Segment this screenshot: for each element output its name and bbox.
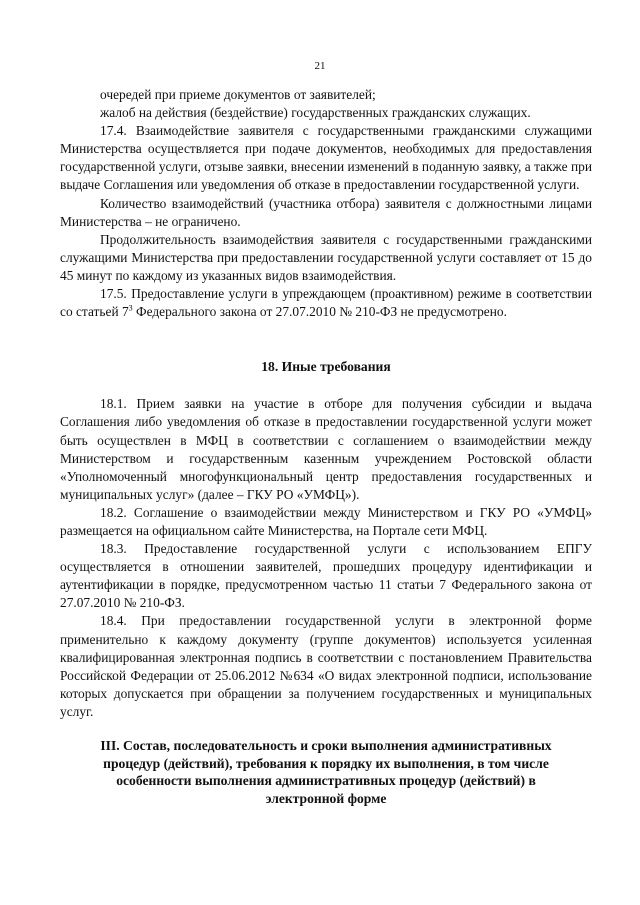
paragraph-interaction-count: Количество взаимодействий (участника отбора) заявителя с должностными лицами Министерства – не ограничено. [60,195,592,229]
paragraph-17-5-text-b: Федерального закона от 27.07.2010 № 210-ФЗ не предусмотрено. [132,304,507,320]
paragraph-17-5-text-a: 17.5. Предоставление услуги в упреждающем (проактивном) режиме в соответствии со статьей 7 [60,286,592,320]
paragraph-18-2: 18.2. Соглашение о взаимодействии между Министерством и ГКУ РО «УМФЦ» размещается на официальном сайте Министерства, на Портале сети МФЦ. [60,504,592,538]
page-number: 21 [314,60,326,72]
article-superscript: 3 [128,303,133,313]
paragraph-17-5 [60,285,592,321]
paragraph-18-4: 18.4. При предоставлении государственной услуги в электронной форме применительно к каждому документу (группе документов) используется усиленная квалифицированная электронная подпись в соответствии с постановлением Правительства Российской Федерации от 25.06.2012 №634 «О видах электронной подписи, использование которых допускается при обращении за получением государственных и муниципальных услуг. [60,613,592,719]
document-body [60,86,592,807]
paragraph-interaction-duration: Продолжительность взаимодействия заявителя с государственными гражданскими служащими Министерства при предоставлении государственной услуги составляет от 15 до 45 минут по каждому из указанных видов взаимодействия. [60,231,592,283]
section-3-heading: III. Состав, последовательность и сроки выполнения административных процедур (действий), требования к порядку их выполнения, в том числе особенности выполнения административных процедур (действий) в электронной форме [100,738,552,806]
section-18-heading: 18. Иные требования [261,359,391,375]
paragraph-18-1: 18.1. Прием заявки на участие в отборе для получения субсидии и выдача Соглашения либо уведомления об отказе в предоставлении государственной услуги может быть осуществлен в МФЦ в соответствии с соглашением о взаимодействии между Министерством и государственным казенным учреждением Ростовской области «Уполномоченный многофункциональный центр предоставления государственных и муниципальных услуг» (далее – ГКУ РО «УМФЦ»). [60,396,592,502]
paragraph-18-3: 18.3. Предоставление государственной услуги с использованием ЕПГУ осуществляется в отношении заявителей, прошедших процедуру идентификации и аутентификации в порядке, предусмотренном частью 11 статьи 7 Федерального закона от 27.07.2010 № 210-ФЗ. [60,541,592,611]
paragraph-17-4: 17.4. Взаимодействие заявителя с государственными гражданскими служащими Министерства осуществляется при подаче документов, необходимых для предоставления государственной услуги, отзыве заявки, внесении изменений в поданную заявку, а также при выдаче Соглашения или уведомления об отказе в предоставлении государственной услуги. [60,123,592,193]
list-item-complaints: жалоб на действия (бездействие) государственных гражданских служащих. [100,105,531,121]
list-item-queues: очередей при приеме документов от заявителей; [100,87,376,102]
